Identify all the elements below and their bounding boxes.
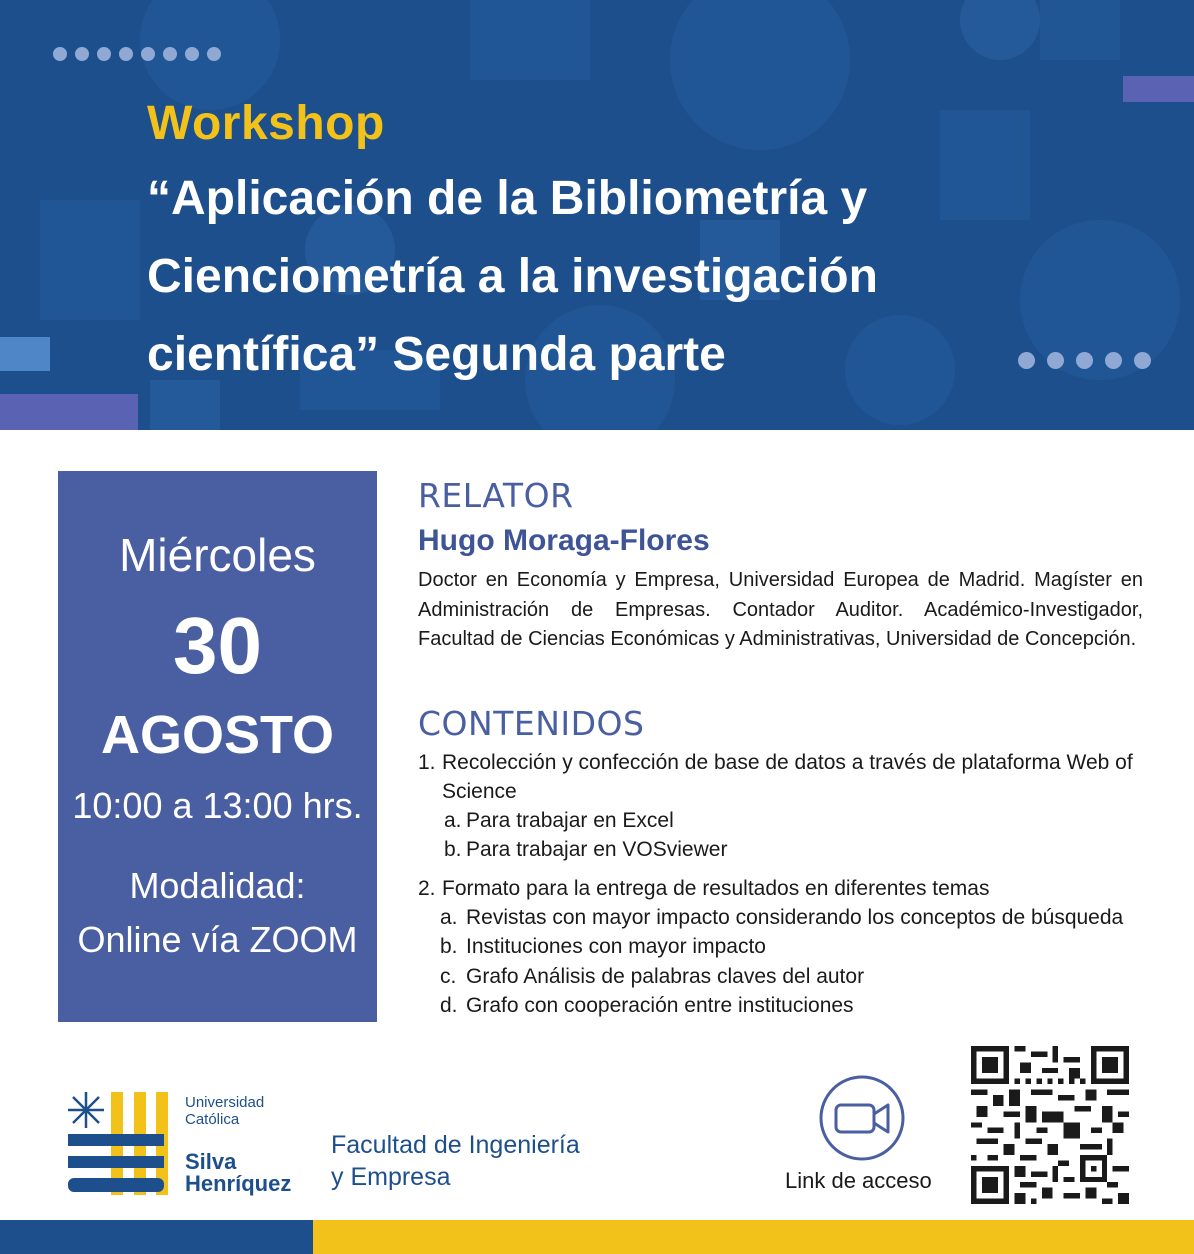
sublist-text: Grafo Análisis de palabras claves del autor xyxy=(466,965,865,988)
footer-bar-yellow xyxy=(313,1220,1194,1254)
sublist-text: Para trabajar en VOSviewer xyxy=(466,838,728,861)
sublist-letter: b. xyxy=(440,935,458,958)
zoom-camera-icon[interactable] xyxy=(818,1074,906,1162)
sublist-text: Para trabajar en Excel xyxy=(466,809,674,832)
deco-bar xyxy=(0,337,50,371)
list-item-text: Recolección y confección de base de datos a través de plataforma Web of xyxy=(442,751,1133,774)
list-item-text: Science xyxy=(442,780,517,803)
faculty-name-line2: y Empresa xyxy=(331,1163,451,1191)
deco-dots xyxy=(53,47,221,61)
deco-bar xyxy=(0,394,138,430)
section-heading-contents: CONTENIDOS xyxy=(418,704,645,743)
sublist-letter: d. xyxy=(440,994,458,1017)
list-item-number: 1. xyxy=(418,751,436,774)
header-banner xyxy=(0,0,1194,430)
qr-code[interactable] xyxy=(971,1046,1129,1204)
access-link-label[interactable]: Link de acceso xyxy=(785,1168,932,1193)
event-title-line: Cienciometría a la investigación xyxy=(147,250,878,303)
weekday: Miércoles xyxy=(119,529,316,581)
date-box xyxy=(58,471,377,1022)
sublist-text: Revistas con mayor impacto considerando los conceptos de búsqueda xyxy=(466,906,1124,929)
time: 10:00 a 13:00 hrs. xyxy=(72,785,363,826)
speaker-name: Hugo Moraga-Flores xyxy=(418,524,710,557)
workshop-label: Workshop xyxy=(147,97,385,150)
event-title-line: “Aplicación de la Bibliometría y xyxy=(147,172,868,225)
footer-bar-navy xyxy=(0,1220,313,1254)
university-line1: Universidad xyxy=(185,1094,265,1111)
sublist-letter: b. xyxy=(444,838,462,861)
speaker-bio: Doctor en Economía y Empresa, Universidad Europea de Madrid. Magíster en Administración de Empresas. Contador Auditor. Académico-Investigador, Facultad de Ciencias Económicas y Administrativas, Universidad de Concepción. xyxy=(418,569,1143,650)
university-line2: Católica xyxy=(185,1111,240,1128)
day-number: 30 xyxy=(173,601,262,690)
university-name1: Silva xyxy=(185,1149,237,1174)
sublist-letter: a. xyxy=(440,906,458,929)
list-item-text: Formato para la entrega de resultados en diferentes temas xyxy=(442,877,990,900)
list-item-number: 2. xyxy=(418,877,436,900)
month: AGOSTO xyxy=(100,705,335,765)
faculty-name-line1: Facultad de Ingeniería xyxy=(331,1131,580,1159)
sublist-letter: a. xyxy=(444,809,462,832)
modality-value: Online vía ZOOM xyxy=(77,919,358,960)
sublist-text: Instituciones con mayor impacto xyxy=(466,935,766,958)
section-heading-speaker: RELATOR xyxy=(418,476,574,515)
event-title-line: científica” Segunda parte xyxy=(147,328,726,381)
modality-label: Modalidad: xyxy=(129,865,306,906)
university-name2: Henríquez xyxy=(185,1171,292,1196)
sublist-letter: c. xyxy=(440,965,457,988)
sublist-text: Grafo con cooperación entre instituciones xyxy=(466,994,854,1017)
